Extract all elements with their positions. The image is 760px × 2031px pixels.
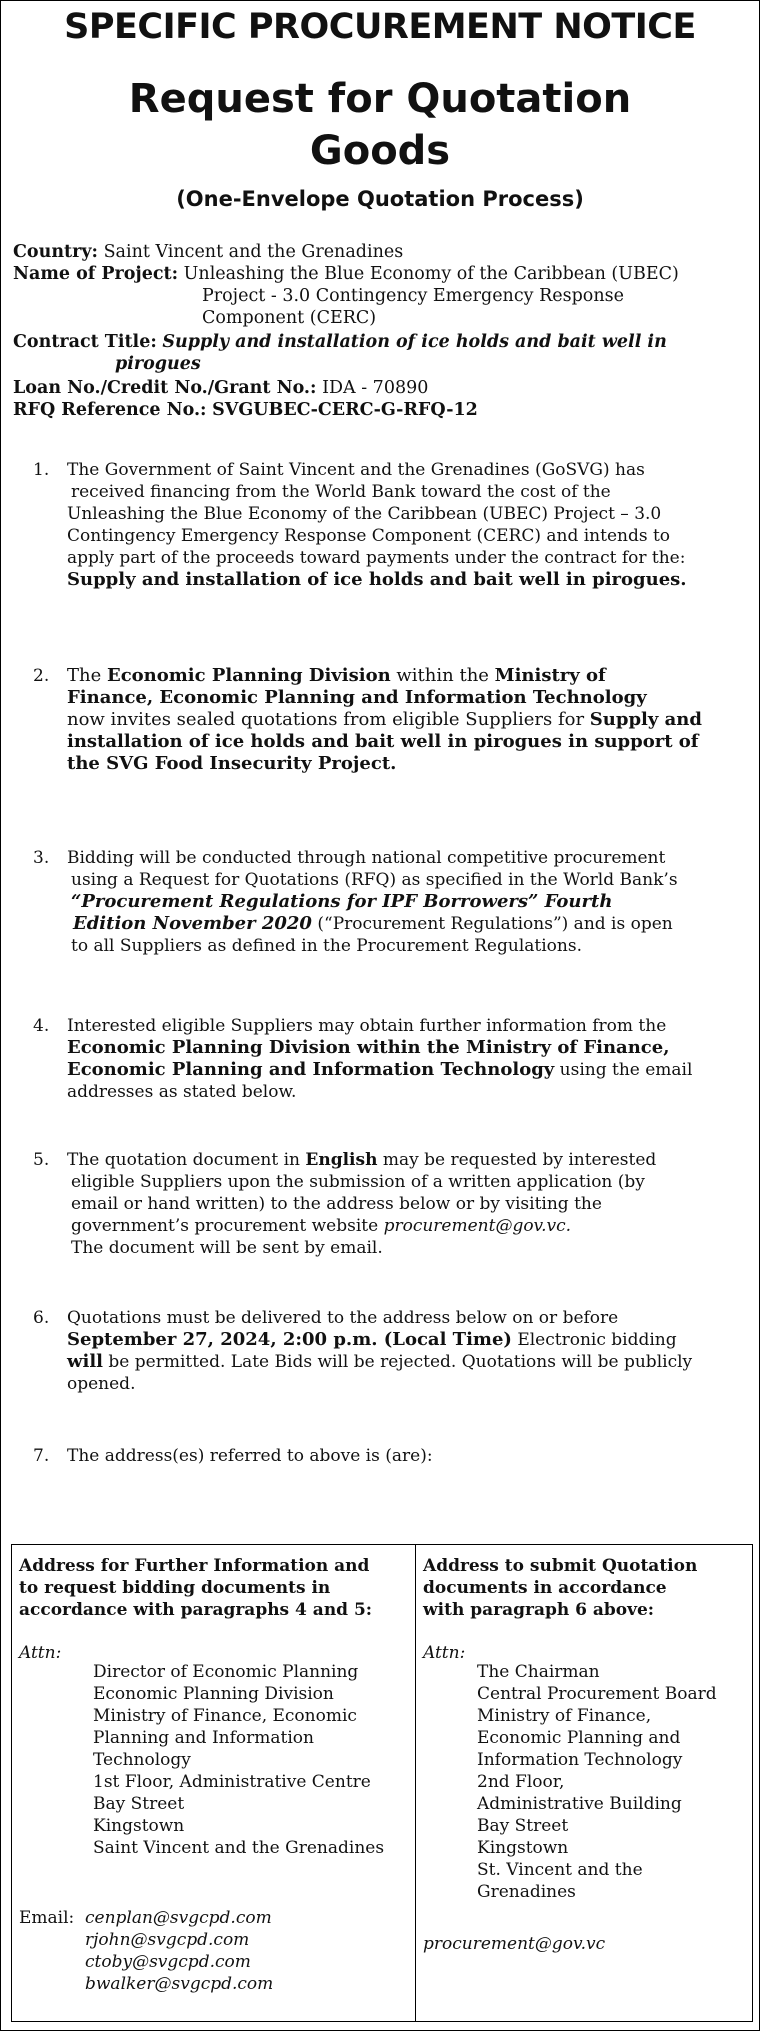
country-value: Saint Vincent and the Grenadines — [103, 242, 404, 262]
address-left-heading — [19, 1555, 411, 1621]
paragraph-line: Quotations must be delivered to the address below on or before — [67, 1308, 619, 1328]
paragraph-line: opened. — [67, 1374, 136, 1394]
paragraph-line: using a Request for Quotations (RFQ) as specified in the World Bank’s — [71, 870, 678, 890]
ministry-bold-cont: Economic Planning and Information Technology — [67, 1059, 555, 1080]
paragraph-line: Contingency Emergency Response Component (CERC) and intends to — [67, 526, 671, 546]
address-line: Ministry of Finance, Economic — [93, 1706, 357, 1726]
heading-line: documents in accordance — [423, 1578, 667, 1598]
text: now invites sealed quotations from eligible Suppliers for — [67, 709, 590, 730]
ministry-name: Ministry of — [494, 665, 606, 686]
paragraph-line: The address(es) referred to above is (are): — [67, 1446, 433, 1466]
paragraph-line: The document will be sent by email. — [71, 1238, 383, 1258]
text: Electronic bidding — [511, 1330, 677, 1350]
address-line: Economic Planning Division — [93, 1684, 334, 1704]
paragraph-line: email or hand written) to the address below or by visiting the — [71, 1194, 602, 1214]
paragraph-number: 5. — [33, 1150, 50, 1170]
paragraph-line: addresses as stated below. — [67, 1082, 297, 1102]
address-line: Kingstown — [477, 1838, 569, 1858]
paragraph-line: eligible Suppliers upon the submission of a written application (by — [71, 1172, 645, 1192]
text: may be requested by interested — [377, 1150, 657, 1170]
address-line: Bay Street — [93, 1794, 185, 1814]
loan-value: IDA - 70890 — [322, 378, 429, 398]
notice-subtitle-line-2: Goods — [309, 128, 451, 174]
address-line: Economic Planning and — [477, 1728, 681, 1748]
paragraph-number: 3. — [33, 848, 50, 868]
division-name: Economic Planning Division — [106, 665, 391, 686]
text: within the — [390, 665, 495, 686]
address-line: Central Procurement Board — [477, 1684, 717, 1704]
contract-row — [13, 331, 753, 353]
address-left-lines — [93, 1661, 384, 1859]
ministry-name-cont: Finance, Economic Planning and Information Technology — [67, 687, 647, 708]
attn-label: Attn: — [423, 1643, 466, 1663]
project-line-2: Project - 3.0 Contingency Emergency Response — [202, 286, 624, 306]
project-row — [13, 263, 753, 285]
paragraph-number: 4. — [33, 1016, 50, 1036]
language-bold: English — [305, 1150, 378, 1170]
heading-line: with paragraph 6 above: — [423, 1600, 655, 1620]
address-line: Bay Street — [477, 1816, 569, 1836]
loan-label: Loan No./Credit No./Grant No.: — [13, 378, 317, 398]
ministry-bold: Economic Planning Division within the Ministry of Finance, — [67, 1037, 670, 1058]
address-line: Saint Vincent and the Grenadines — [93, 1838, 385, 1858]
email-link[interactable]: cenplan@svgcpd.com — [85, 1908, 272, 1928]
will-bold: will — [67, 1351, 104, 1372]
rfq-row — [13, 399, 753, 421]
address-line: St. Vincent and the — [477, 1860, 643, 1880]
address-line: Technology — [93, 1750, 191, 1770]
address-right-heading — [423, 1555, 745, 1621]
deadline-bold: September 27, 2024, 2:00 p.m. (Local Time) — [67, 1329, 512, 1350]
project-line-3: Component (CERC) — [202, 308, 377, 328]
paragraph-line: received financing from the World Bank toward the cost of the — [71, 482, 611, 502]
paragraph-number: 2. — [33, 666, 50, 686]
regulations-edition: Edition November 2020 — [73, 913, 312, 934]
paragraph-line: to all Suppliers as defined in the Procurement Regulations. — [71, 936, 582, 956]
paragraph-line: The Government of Saint Vincent and the Grenadines (GoSVG) has — [67, 460, 645, 480]
paragraph-number: 7. — [33, 1446, 50, 1466]
address-table — [11, 1544, 753, 2022]
heading-line: to request bidding documents in — [19, 1578, 331, 1598]
procurement-website: procurement@gov.vc. — [383, 1216, 572, 1236]
paragraph-number: 1. — [33, 460, 50, 480]
heading-line: Address for Further Information and — [19, 1556, 370, 1576]
address-line: Information Technology — [477, 1750, 683, 1770]
address-further-info — [12, 1545, 416, 2021]
country-label: Country: — [13, 242, 98, 262]
project-label: Name of Project: — [13, 264, 179, 284]
process-type: (One-Envelope Quotation Process) — [176, 187, 584, 211]
email-link[interactable]: bwalker@svgcpd.com — [85, 1974, 274, 1994]
contract-label: Contract Title: — [13, 332, 157, 352]
address-right-lines — [477, 1661, 717, 1903]
text: government’s procurement website — [71, 1216, 384, 1236]
regulations-title: “Procurement Regulations for IPF Borrowers” Fourth — [71, 891, 613, 912]
notice-subtitle-line-1: Request for Quotation — [128, 76, 632, 122]
email-label: Email: — [19, 1908, 75, 1928]
notice-title: SPECIFIC PROCUREMENT NOTICE — [64, 7, 696, 47]
address-line: The Chairman — [477, 1662, 600, 1682]
rfq-label: RFQ Reference No.: — [13, 400, 207, 420]
paragraph-line-bold: Supply and installation of ice holds and bait well in pirogues. — [67, 569, 687, 590]
country-row — [13, 241, 753, 263]
rfq-value: SVGUBEC-CERC-G-RFQ-12 — [212, 400, 478, 420]
text: using the email — [554, 1060, 693, 1080]
loan-row — [13, 377, 753, 399]
paragraph-line: Unleashing the Blue Economy of the Caribbean (UBEC) Project – 3.0 — [67, 504, 662, 524]
project-line-1: Unleashing the Blue Economy of the Caribbean (UBEC) — [183, 264, 679, 284]
paragraph-line: apply part of the proceeds toward payments under the contract for the: — [67, 548, 686, 568]
address-line: Planning and Information — [93, 1728, 314, 1748]
text: The — [67, 665, 107, 686]
heading-line: accordance with paragraphs 4 and 5: — [19, 1600, 373, 1620]
address-line: Director of Economic Planning — [93, 1662, 359, 1682]
contract-line-1: Supply and installation of ice holds and bait well in — [162, 332, 667, 352]
address-line: Ministry of Finance, — [477, 1706, 652, 1726]
procurement-email-link[interactable]: procurement@gov.vc — [423, 1934, 606, 1954]
attn-label: Attn: — [19, 1643, 62, 1663]
address-line: Kingstown — [93, 1816, 185, 1836]
contract-bold: Supply and — [589, 709, 702, 730]
address-line: Grenadines — [477, 1882, 576, 1902]
paragraph-line: Bidding will be conducted through national competitive procurement — [67, 848, 666, 868]
contract-line-2: pirogues — [115, 354, 201, 374]
address-line: Administrative Building — [477, 1794, 682, 1814]
address-submit — [416, 1545, 752, 2021]
paragraph-number: 6. — [33, 1308, 50, 1328]
heading-line: Address to submit Quotation — [423, 1556, 698, 1576]
text: (“Procurement Regulations”) and is open — [311, 914, 673, 934]
email-block — [19, 1907, 274, 1994]
paragraph-line: Interested eligible Suppliers may obtain further information from the — [67, 1016, 667, 1036]
text: be permitted. Late Bids will be rejected. Quotations will be publicly — [103, 1352, 693, 1372]
email-link[interactable]: ctoby@svgcpd.com — [85, 1952, 251, 1972]
contract-bold-end: the SVG Food Insecurity Project. — [67, 753, 397, 774]
notice-subtitle — [1, 73, 759, 177]
email-link[interactable]: rjohn@svgcpd.com — [85, 1930, 250, 1950]
contract-bold-cont: installation of ice holds and bait well in pirogues in support of — [67, 731, 699, 752]
email-list — [85, 1907, 273, 1995]
text: The quotation document in — [67, 1150, 306, 1170]
address-line: 1st Floor, Administrative Centre — [93, 1772, 371, 1792]
address-line: 2nd Floor, — [477, 1772, 565, 1792]
